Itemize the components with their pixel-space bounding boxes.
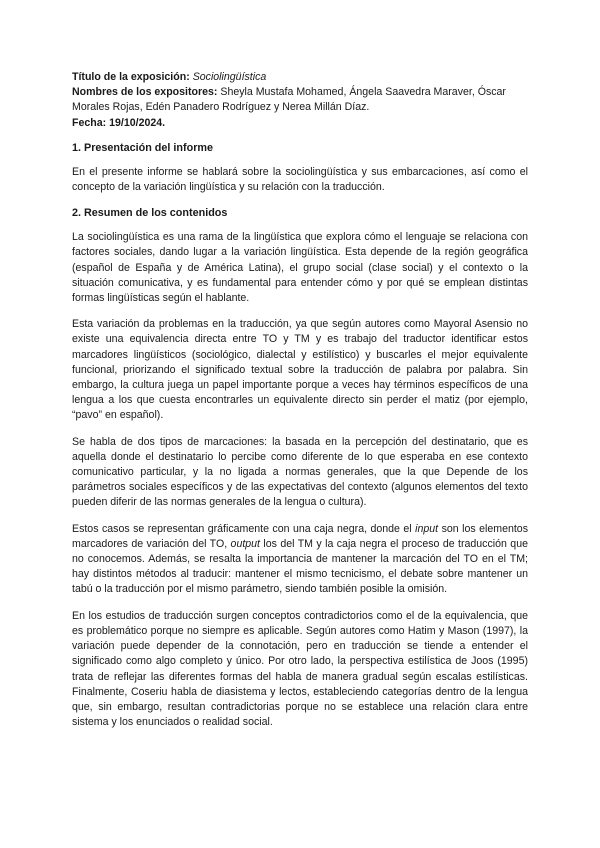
text-run: Estos casos se representan gráficamente con una caja negra, donde el <box>72 522 416 535</box>
text-run: los del TM y la caja negra el proceso de traducción que no conocemos. Además, se resalta la importancia de mantener la marcación del TO en el TM; hay distintos métodos al traducir: mantener el mismo tecnicismo, el debate sobre mantener un tabú o la traducción por el mismo parámetro, siendo también posible la omisión. <box>72 537 528 596</box>
title-value: Sociolingüística <box>192 71 267 83</box>
paragraph: En el presente informe se hablará sobre la sociolingüística y sus embarcaciones, así como el concepto de la variación lingüística y su relación con la traducción. <box>72 165 528 194</box>
input-term: input <box>415 522 439 535</box>
date-value: 19/10/2024. <box>109 116 166 129</box>
paragraph: Se habla de dos tipos de marcaciones: la basada en la percepción del destinatario, que es aquella donde el destinatario lo percibe como diferente de lo que esperaba en ese contexto comunicativo particular, y la no ligada a normas generales, que la que Depende de los parámetros sociales específicos y de las expectativas del contexto (algunos elementos del texto pueden diferir de las normas generales de la lengua o cultura). <box>72 435 528 509</box>
paragraph <box>72 522 528 598</box>
paragraph: Esta variación da problemas en la traducción, ya que según autores como Mayoral Asensio no existe una equivalencia directa entre TO y TM y es trabajo del traductor identificar estos marcadores lingüísticos (sociológico, dialectal y estilístico) y buscarles el mejor equivalente funcional, priorizando el significado textual sobre la traducción de palabra por palabra. Sin embargo, la cultura juega un papel importante porque a veces hay términos específicos de una lengua a los que cuesta encontrarles un equivalente directo sin perder el matiz (por ejemplo, “pavo” en español). <box>72 318 528 422</box>
title-label: Título de la exposición: <box>72 71 190 83</box>
authors-line <box>72 85 528 115</box>
output-term: output <box>230 537 261 550</box>
paragraph: La sociolingüística es una rama de la lingüística que explora cómo el lenguaje se relaciona con factores sociales, dando lugar a la variación lingüística. Esta depende de la región geográfica (español de España y de América Latina), el grupo social (clase social) y el contexto o la situación comunicativa, y es fundamental para entender cómo y por qué se emplean distintas formas lingüísticas según el hablante. <box>72 231 528 305</box>
text-run: son los elementos marcadores de variación del TO, <box>72 522 528 550</box>
title-line <box>72 70 528 85</box>
section-heading-resumen: 2. Resumen de los contenidos <box>72 207 228 220</box>
paragraph: En los estudios de traducción surgen conceptos contradictorios como el de la equivalencia, que es problemático porque no siempre es aplicable. Según autores como Hatim y Mason (1997), la variación puede depender de la connotación, pero en traducción se tiende a entender el significado como algo completo y único. Por otro lado, la perspectiva estilística de Joos (1995) trata de reflejar las diferentes formas del habla de manera gradual según escalas estilísticas. Finalmente, Coseriu habla de diasistema y lectos, estableciendo categorías dentro de la lengua que, sin embargo, resultan contradictorias porque no se establece una relación clara entre sistema y los enunciados o realidad social. <box>72 609 528 729</box>
date-label: Fecha: <box>72 116 107 129</box>
date-line <box>72 116 528 131</box>
authors-value: Sheyla Mustafa Mohamed, Ángela Saavedra Maraver, Óscar Morales Rojas, Edén Panadero Rodríguez y Nerea Millán Díaz. <box>72 86 506 114</box>
section-heading-presentacion: 1. Presentación del informe <box>72 141 214 154</box>
authors-label: Nombres de los expositores: <box>72 86 218 99</box>
